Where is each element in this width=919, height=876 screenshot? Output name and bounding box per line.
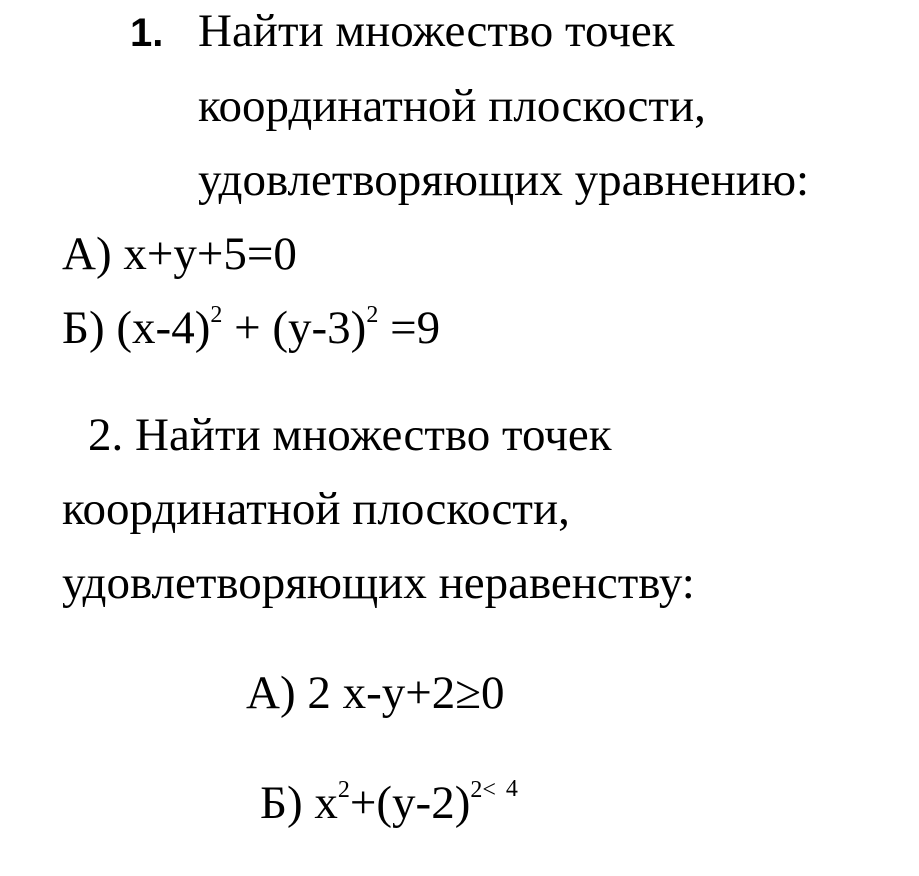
task2-line-1: 2. Найти множество точек bbox=[88, 409, 612, 461]
exponent: 2< bbox=[470, 777, 496, 804]
task2-item-b bbox=[260, 775, 518, 839]
task2-line-2: координатной плоскости, bbox=[62, 483, 570, 535]
task2-item-a bbox=[246, 665, 505, 721]
task1-line-3: удовлетворяющих уравнению: bbox=[198, 154, 810, 206]
item-label: А) bbox=[62, 228, 112, 280]
exponent: 2 bbox=[210, 302, 223, 329]
exponent: 2 bbox=[337, 777, 350, 804]
task1-line-2: координатной плоскости, bbox=[198, 80, 706, 132]
task1-item-b bbox=[62, 300, 440, 356]
item-label: А) bbox=[246, 667, 296, 719]
inequality: $x^2+(y-2)^{2<}$ $^4$ bbox=[314, 776, 518, 829]
task1-text-line: Найти множество точек bbox=[198, 5, 675, 57]
task1-item-a bbox=[62, 226, 297, 282]
exponent: 2 bbox=[366, 302, 379, 329]
task1-line-1 bbox=[130, 3, 675, 61]
equation: $(x-4)^2 + (y-3)^2 =9$ bbox=[116, 302, 441, 354]
inequality: 2 x-y+2≥0 bbox=[307, 667, 505, 719]
item-label: Б) bbox=[260, 777, 303, 829]
task2-line-3: удовлетворяющих неравенству: bbox=[62, 557, 695, 609]
equation: x+y+5=0 bbox=[123, 228, 297, 280]
task1-number: 1. bbox=[130, 11, 164, 55]
exponent: 4 bbox=[505, 776, 518, 802]
item-label: Б) bbox=[62, 302, 105, 354]
